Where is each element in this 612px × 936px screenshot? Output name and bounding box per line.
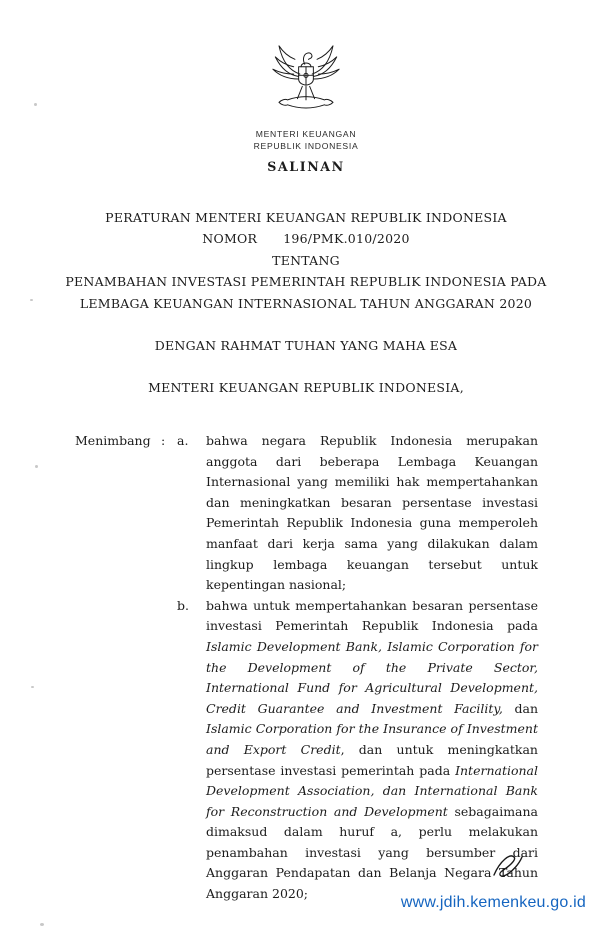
- document-body: [75, 431, 538, 905]
- subject-line2: LEMBAGA KEUANGAN INTERNASIONAL TAHUN ANGGARAN 2020: [79, 295, 533, 311]
- nomor-label: NOMOR: [202, 231, 258, 247]
- letterhead: [0, 36, 612, 174]
- nomor-value: 196/PMK.010/2020: [283, 231, 410, 247]
- menimbang-colon: :: [161, 433, 166, 448]
- copy-stamp-label: SALINAN: [267, 159, 345, 174]
- paraf-signature-mark: [490, 851, 526, 881]
- consideration-item-b: [177, 596, 538, 905]
- regulation-heading: PERATURAN MENTERI KEUANGAN REPUBLIK INDONESIA: [105, 210, 507, 225]
- scan-speck: [31, 686, 34, 688]
- menimbang-items: [177, 431, 538, 905]
- tentang-label: TENTANG: [272, 252, 340, 268]
- item-letter: b.: [177, 597, 189, 613]
- item-text: bahwa negara Republik Indonesia merupakan anggota dari beberapa Lembaga Keuangan Internasional yang memiliki hak mempertahankan dan meningkatkan besaran persentase investasi Pemerintah Republik Indonesia guna memperoleh manfaat dari kerja sama yang dilakukan dalam lingkup lembaga keuangan tersebut untuk kepentingan nasional;: [206, 433, 538, 593]
- ministry-name: [0, 129, 612, 152]
- title-block: [58, 207, 554, 399]
- ministry-line2: REPUBLIK INDONESIA: [253, 140, 359, 151]
- scan-speck: [40, 923, 44, 926]
- authority-line: MENTERI KEUANGAN REPUBLIK INDONESIA,: [148, 380, 464, 396]
- menimbang-clause: [75, 431, 538, 905]
- scan-speck: [35, 465, 38, 468]
- menimbang-label: Menimbang: [75, 433, 151, 448]
- garuda-pancasila-emblem-icon: [269, 36, 343, 122]
- item-text: bahwa untuk mempertahankan besaran persentase investasi Pemerintah Republik Indonesia pada Islamic Development Bank, Islamic Corporation for the Development of the Private Sector, International Fund for Agricultural Development, Credit Guarantee and Investment Facility, dan Islamic Corporation for the Insurance of Investment and Export Credit, dan untuk meningkatkan persentase investasi pemerintah pada International Development Association, dan International Bank for Reconstruction and Development sebagaimana dimaksud dalam huruf a, perlu melakukan penambahan investasi yang bersumber dari Anggaran Pendapatan dan Belanja Negara Tahun Anggaran 2020;: [206, 597, 539, 902]
- invocation-line: DENGAN RAHMAT TUHAN YANG MAHA ESA: [154, 338, 458, 354]
- scan-speck: [30, 299, 33, 301]
- website-link[interactable]: www.jdih.kemenkeu.go.id: [400, 894, 586, 911]
- consideration-item-a: [177, 431, 538, 596]
- regulation-number-line: [58, 228, 554, 249]
- subject-line1: PENAMBAHAN INVESTASI PEMERINTAH REPUBLIK INDONESIA PADA: [65, 274, 547, 290]
- item-letter: a.: [177, 433, 189, 448]
- ministry-line1: MENTERI KEUANGAN: [255, 129, 357, 139]
